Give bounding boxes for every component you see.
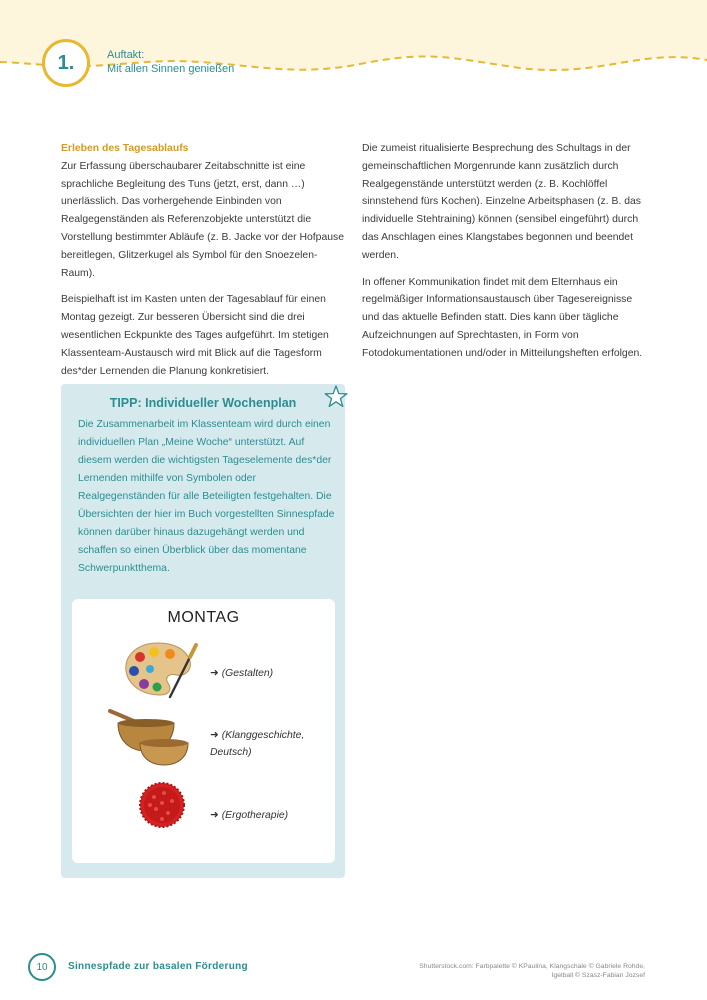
chapter-title-line2: Mit allen Sinnen genießen: [107, 63, 235, 75]
schedule-item-3-label: (Ergotherapie): [221, 810, 289, 821]
left-column: [61, 140, 346, 389]
credits-line-2: Igelball © Szasz-Fabian Jozsef: [551, 971, 645, 979]
book-title: Sinnespfade zur basalen Förderung: [68, 961, 248, 972]
schedule-card: [72, 599, 335, 863]
hedgehog-ball-icon: [134, 777, 190, 833]
schedule-item-3: [210, 807, 330, 824]
schedule-item-1: [210, 665, 330, 682]
tip-text: Die Zusammenarbeit im Klassenteam wird durch einen individuellen Plan „Meine Woche“ unterstützt. Auf diesem werden die wichtigsten Tageselemente des*der Lernenden mithilfe von Symbolen oder Realgegenständen für alle Beteiligten festgehalten. Die Übersichten der hier im Buch vorgestellten Sinnespfade können darüber hinaus dazugehängt werden und schaffen so einen Überblick über das momentane Schwerpunktthema.: [78, 419, 335, 574]
page-number-badge: [28, 953, 56, 981]
left-paragraph-1: Zur Erfassung überschaubarer Zeitabschnitte ist eine sprachliche Begleitung des Tuns (jetzt, erst, dann …) unerlässlich. Das vorhergehende Einbinden von Realgegenständen als Referenzobjekte unterstützt die Vorstellung bestimmter Abläufe (z. B. Jacke vor der Hofpause bereitlegen, Glitzerkugel als Symbol für den Snoezelen-Raum).: [61, 160, 344, 279]
arrow-right-icon: ➜: [210, 730, 219, 741]
schedule-item-2-label: (Klanggeschichte, Deutsch): [210, 730, 305, 758]
chapter-title-line1: Auftakt:: [107, 49, 145, 61]
right-paragraph-2: In offener Kommunikation findet mit dem Elternhaus ein regelmäßiger Informationsaustausch über Tagesereignisse und das aktuelle Befinden statt. Dies kann über tägliche Aufzeichnungen auf Sprechtasten, in Form von Fotodokumentationen und/oder in Mitteilungsheften erfolgen.: [362, 276, 643, 359]
right-column: [362, 140, 647, 372]
chapter-number: 1.: [57, 51, 75, 74]
right-paragraph-1: Die zumeist ritualisierte Besprechung des Schultags in der gemeinschaftlichen Morgenrunde kann zusätzlich durch Realgegenstände unterstützt werden (z. B. Kochlöffel sinnstehend fürs Kochen). Einzelne Arbeitsphasen (z. B. das individuelle Stehtraining) können (sensibel eingeführt) durch das Anschlagen eines Klangstabes begonnen und beendet werden.: [362, 143, 641, 261]
paint-palette-icon: [120, 639, 200, 701]
arrow-right-icon: ➜: [210, 810, 219, 821]
chapter-header: [107, 48, 234, 76]
tip-box: [61, 384, 345, 878]
image-credits: [385, 963, 645, 980]
tip-title: TIPP: Individueller Wochenplan: [109, 396, 297, 410]
left-paragraph-2: Beispielhaft ist im Kasten unten der Tagesablauf für einen Montag gezeigt. Zur besseren Übersicht sind die drei wesentlichen Eckpunkte des Tages aufgeführt. Im stetigen Klassenteam-Austausch wird mit Blick auf die Tagesform des*der Lernenden die Planung konkretisiert.: [61, 294, 329, 377]
credits-line-1: Shutterstock.com: Farbpalette © KPaulina, Klangschale © Gabriele Rohde,: [419, 963, 645, 970]
schedule-item-2: [210, 727, 330, 761]
singing-bowl-icon: [104, 707, 194, 769]
chapter-badge: [42, 39, 90, 87]
section-subheading: Erleben des Tagesablaufs: [61, 143, 189, 154]
schedule-item-1-label: (Gestalten): [221, 668, 274, 679]
arrow-right-icon: ➜: [210, 668, 219, 679]
page-number: 10: [36, 961, 48, 973]
schedule-day: MONTAG: [167, 609, 240, 626]
